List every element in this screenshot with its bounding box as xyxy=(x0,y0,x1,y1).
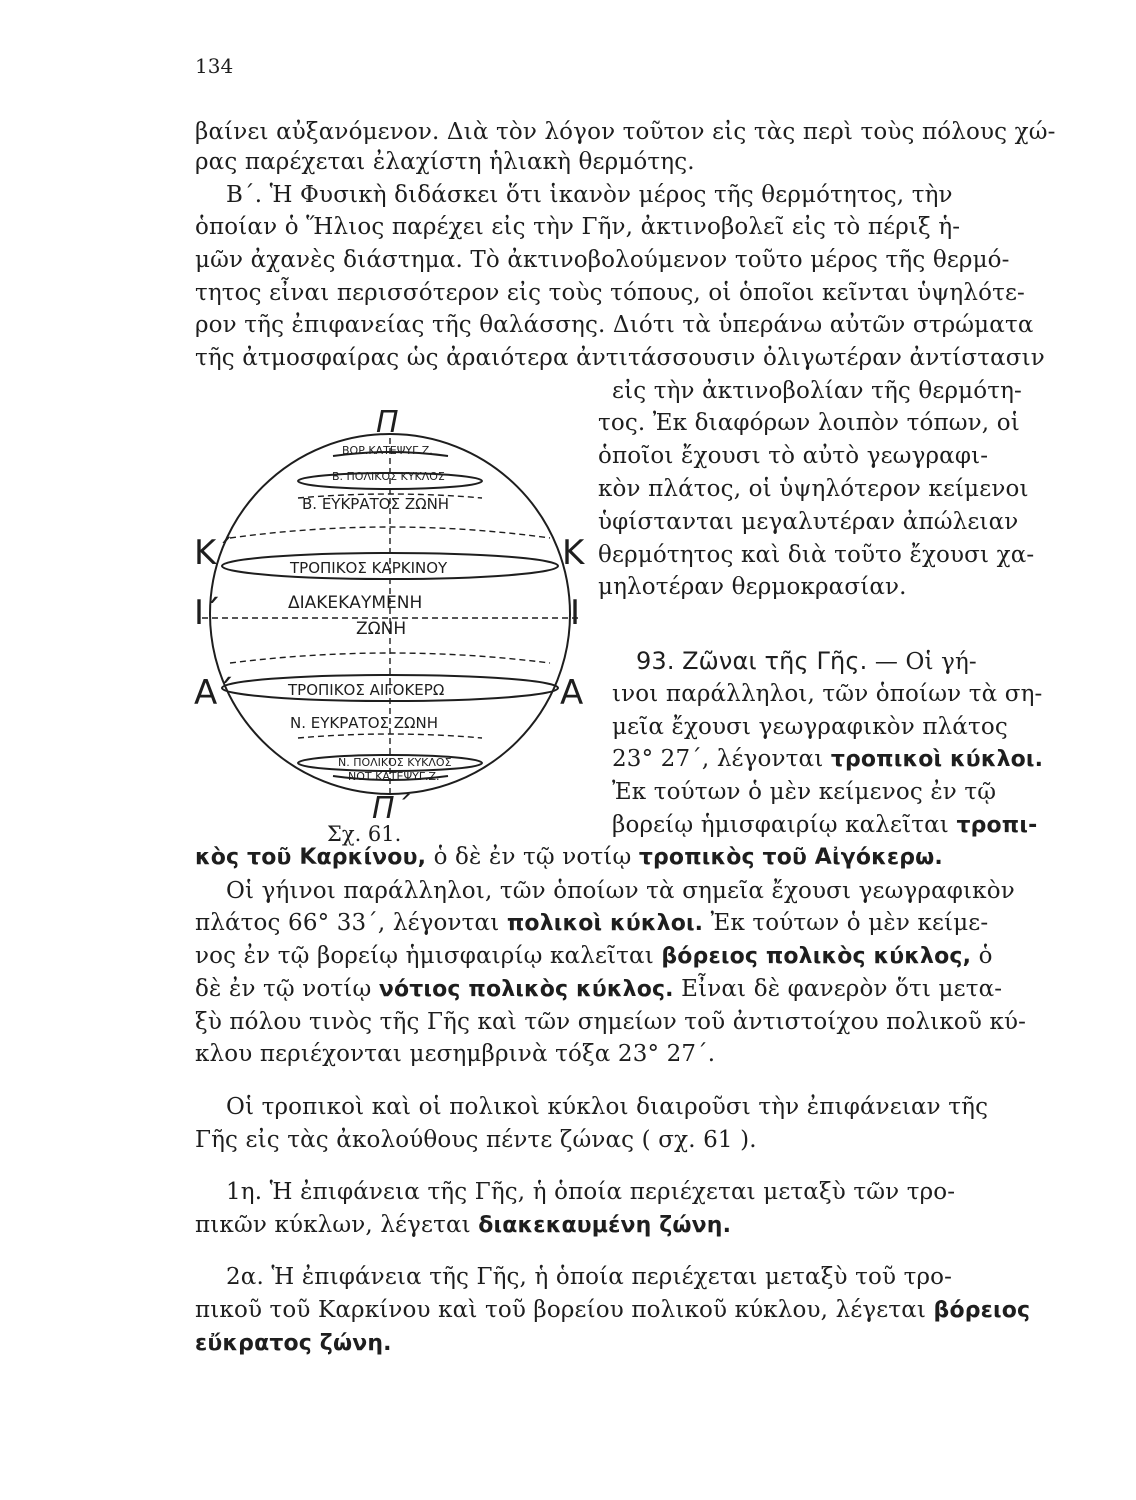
text-line: Β΄. Ἡ Φυσικὴ διδάσκει ὅτι ἱκανὸν μέρος τῆς θερμότητος, τὴν xyxy=(226,182,953,208)
section-number: 93. xyxy=(636,647,675,675)
label-south-polar: Ν. ΠΟΛΙΚΟΣ ΚΥΚΛΟΣ xyxy=(338,756,452,769)
right-k-label: Κ xyxy=(562,533,585,573)
text-run: Εἶναι δὲ φανερὸν ὅτι μετα- xyxy=(681,976,1003,1002)
text-line: εἰς τὴν ἀκτινοβολίαν τῆς θερμότη- xyxy=(612,378,1022,404)
text-run: Ἐκ τούτων ὁ μὲν κείμε- xyxy=(710,910,989,936)
label-south-frigid: ΝΟΤ.ΚΑΤΕΨΥΓ.Ζ. xyxy=(348,770,440,783)
text-line: ὁποίαν ὁ Ἥλιος παρέχει εἰς τὴν Γῆν, ἀκτινοβολεῖ εἰς τὸ πέριξ ἡ- xyxy=(195,214,961,240)
text-line: 1η. Ἡ ἐπιφάνεια τῆς Γῆς, ἡ ὁποία περιέχεται μεταξὺ τῶν τρο- xyxy=(226,1179,956,1205)
text-line: Γῆς εἰς τὰς ἀκολούθους πέντε ζώνας ( σχ. 61 ). xyxy=(195,1127,757,1153)
text-run: πικῶν κύκλων, λέγεται xyxy=(195,1212,471,1238)
text-run: ὁ δὲ ἐν τῷ νοτίῳ xyxy=(433,844,632,870)
text-line: ρας παρέχεται ἐλαχίστη ἡλιακὴ θερμότης. xyxy=(195,149,695,175)
text-run: βορείῳ ἡμισφαιρίῳ καλεῖται xyxy=(612,812,949,838)
earth-zones-diagram xyxy=(190,408,590,848)
label-tropic-capricorn: ΤΡΟΠΙΚΟΣ ΑΙΓΟΚΕΡΩ xyxy=(288,681,445,699)
right-a-label: Α xyxy=(560,673,584,713)
page-number: 134 xyxy=(195,54,234,78)
text-line: τητος εἶναι περισσότερον εἰς τοὺς τόπους, οἱ ὁποῖοι κεῖνται ὑψηλότε- xyxy=(195,280,1025,306)
text-line: ινοι παράλληλοι, τῶν ὁποίων τὰ ση- xyxy=(612,681,1043,707)
text-run: δὲ ἐν τῷ νοτίῳ xyxy=(195,976,372,1002)
text-line: βαίνει αὐξανόμενον. Διὰ τὸν λόγον τοῦτον εἰς τὰς περὶ τοὺς πόλους χώ- xyxy=(195,119,1056,145)
text-run: 23° 27΄, λέγονται xyxy=(612,746,824,772)
text-line: ξὺ πόλου τινὸς τῆς Γῆς καὶ τῶν σημείων τοῦ ἀντιστοίχου πολικοῦ κύ- xyxy=(195,1009,1027,1035)
left-i-label: Ι΄ xyxy=(194,593,222,633)
text-line xyxy=(612,810,1037,841)
text-line xyxy=(195,908,988,939)
text-line: Οἱ τροπικοὶ καὶ οἱ πολικοὶ κύκλοι διαιροῦσι τὴν ἐπιφάνειαν τῆς xyxy=(226,1094,989,1120)
text-line xyxy=(195,1328,392,1359)
pole-south-label: Π΄ xyxy=(372,791,410,826)
text-run: νος ἐν τῷ βορείῳ ἡμισφαιρίῳ καλεῖται xyxy=(195,943,654,969)
text-line xyxy=(195,974,1002,1005)
text-run: — Οἱ γή- xyxy=(874,649,977,675)
right-i-label: Ι xyxy=(570,593,581,633)
section-title: Ζῶναι τῆς Γῆς. xyxy=(682,647,868,675)
pole-north-label: Π xyxy=(376,408,399,440)
left-k-label: Κ΄ xyxy=(194,533,234,573)
text-line: μῶν ἀχανὲς διάστημα. Τὸ ἀκτινοβολούμενον τοῦτο μέρος τῆς θερμό- xyxy=(195,247,1010,273)
figure-caption: Σχ. 61. xyxy=(327,822,402,846)
text-line: μηλοτέραν θερμοκρασίαν. xyxy=(598,574,907,600)
bold-term: τροπικὸς τοῦ Αἰγόκερω. xyxy=(638,845,943,870)
s-temperate-back-arc xyxy=(298,734,482,738)
text-run: ὁ xyxy=(978,943,993,969)
bold-term: βόρειος πολικὸς κύκλος, xyxy=(661,944,972,969)
bold-term: εὔκρατος ζώνη. xyxy=(195,1331,392,1356)
text-line: μεῖα ἔχουσι γεωγραφικὸν πλάτος xyxy=(612,714,1008,740)
label-north-frigid: ΒΟΡ.ΚΑΤΕΨΥΓ.Ζ. xyxy=(342,444,433,457)
left-a-label: Α΄ xyxy=(194,673,235,713)
text-line: κλου περιέχονται μεσημβρινὰ τόξα 23° 27΄. xyxy=(195,1041,716,1067)
label-tropic-cancer: ΤΡΟΠΙΚΟΣ ΚΑΡΚΙΝΟΥ xyxy=(290,559,448,577)
text-line xyxy=(612,744,1043,775)
section-heading xyxy=(636,646,977,677)
text-run: πικοῦ τοῦ Καρκίνου καὶ τοῦ βορείου πολικοῦ κύκλου, λέγεται xyxy=(195,1297,927,1323)
text-line: θερμότητος καὶ διὰ τοῦτο ἔχουσι χα- xyxy=(598,542,1035,568)
label-north-temperate: Β. ΕΥΚΡΑΤΟΣ ΖΩΝΗ xyxy=(302,495,450,513)
label-north-polar: Β. ΠΟΛΙΚΟΣ ΚΥΚΛΟΣ xyxy=(332,470,445,483)
text-run: πλάτος 66° 33΄, λέγονται xyxy=(195,910,500,936)
text-line: Οἱ γήινοι παράλληλοι, τῶν ὁποίων τὰ σημεῖα ἔχουσι γεωγραφικὸν xyxy=(226,878,1015,904)
text-line: κὸν πλάτος, οἱ ὑψηλότερον κείμενοι xyxy=(598,476,1029,502)
text-line: τῆς ἀτμοσφαίρας ὡς ἀραιότερα ἀντιτάσσουσιν ὀλιγωτέραν ἀντίστασιν xyxy=(195,345,1045,371)
label-south-temperate: Ν. ΕΥΚΡΑΤΟΣ ΖΩΝΗ xyxy=(290,714,438,732)
bold-term: τροπι- xyxy=(956,813,1038,838)
text-line: 2α. Ἡ ἐπιφάνεια τῆς Γῆς, ἡ ὁποία περιέχεται μεταξὺ τοῦ τρο- xyxy=(226,1264,953,1290)
label-torrid-zone-2: ΖΩΝΗ xyxy=(356,619,407,639)
bold-term: τροπικοὶ κύκλοι. xyxy=(830,747,1044,772)
label-torrid-zone: ΔΙΑΚΕΚΑΥΜΕΝΗ xyxy=(288,593,423,613)
bold-term: κὸς τοῦ Καρκίνου, xyxy=(195,845,427,870)
text-line xyxy=(195,941,993,972)
text-line: ὁποῖοι ἔχουσι τὸ αὐτὸ γεωγραφι- xyxy=(598,443,989,469)
text-line: τος. Ἐκ διαφόρων λοιπὸν τόπων, οἱ xyxy=(598,410,1020,436)
bold-term: πολικοὶ κύκλοι. xyxy=(506,911,704,936)
text-line xyxy=(195,1295,1030,1326)
text-line xyxy=(195,1210,731,1241)
text-line: Ἐκ τούτων ὁ μὲν κείμενος ἐν τῷ xyxy=(612,779,997,805)
bold-term: διακεκαυμένη ζώνη. xyxy=(478,1213,732,1238)
text-line: ὑφίστανται μεγαλυτέραν ἀπώλειαν xyxy=(598,509,1019,535)
text-line: ρον τῆς ἐπιφανείας τῆς θαλάσσης. Διότι τὰ ὑπεράνω αὐτῶν στρώματα xyxy=(195,312,1034,338)
bold-term: βόρειος xyxy=(933,1298,1031,1323)
bold-term: νότιος πολικὸς κύκλος. xyxy=(378,977,674,1002)
